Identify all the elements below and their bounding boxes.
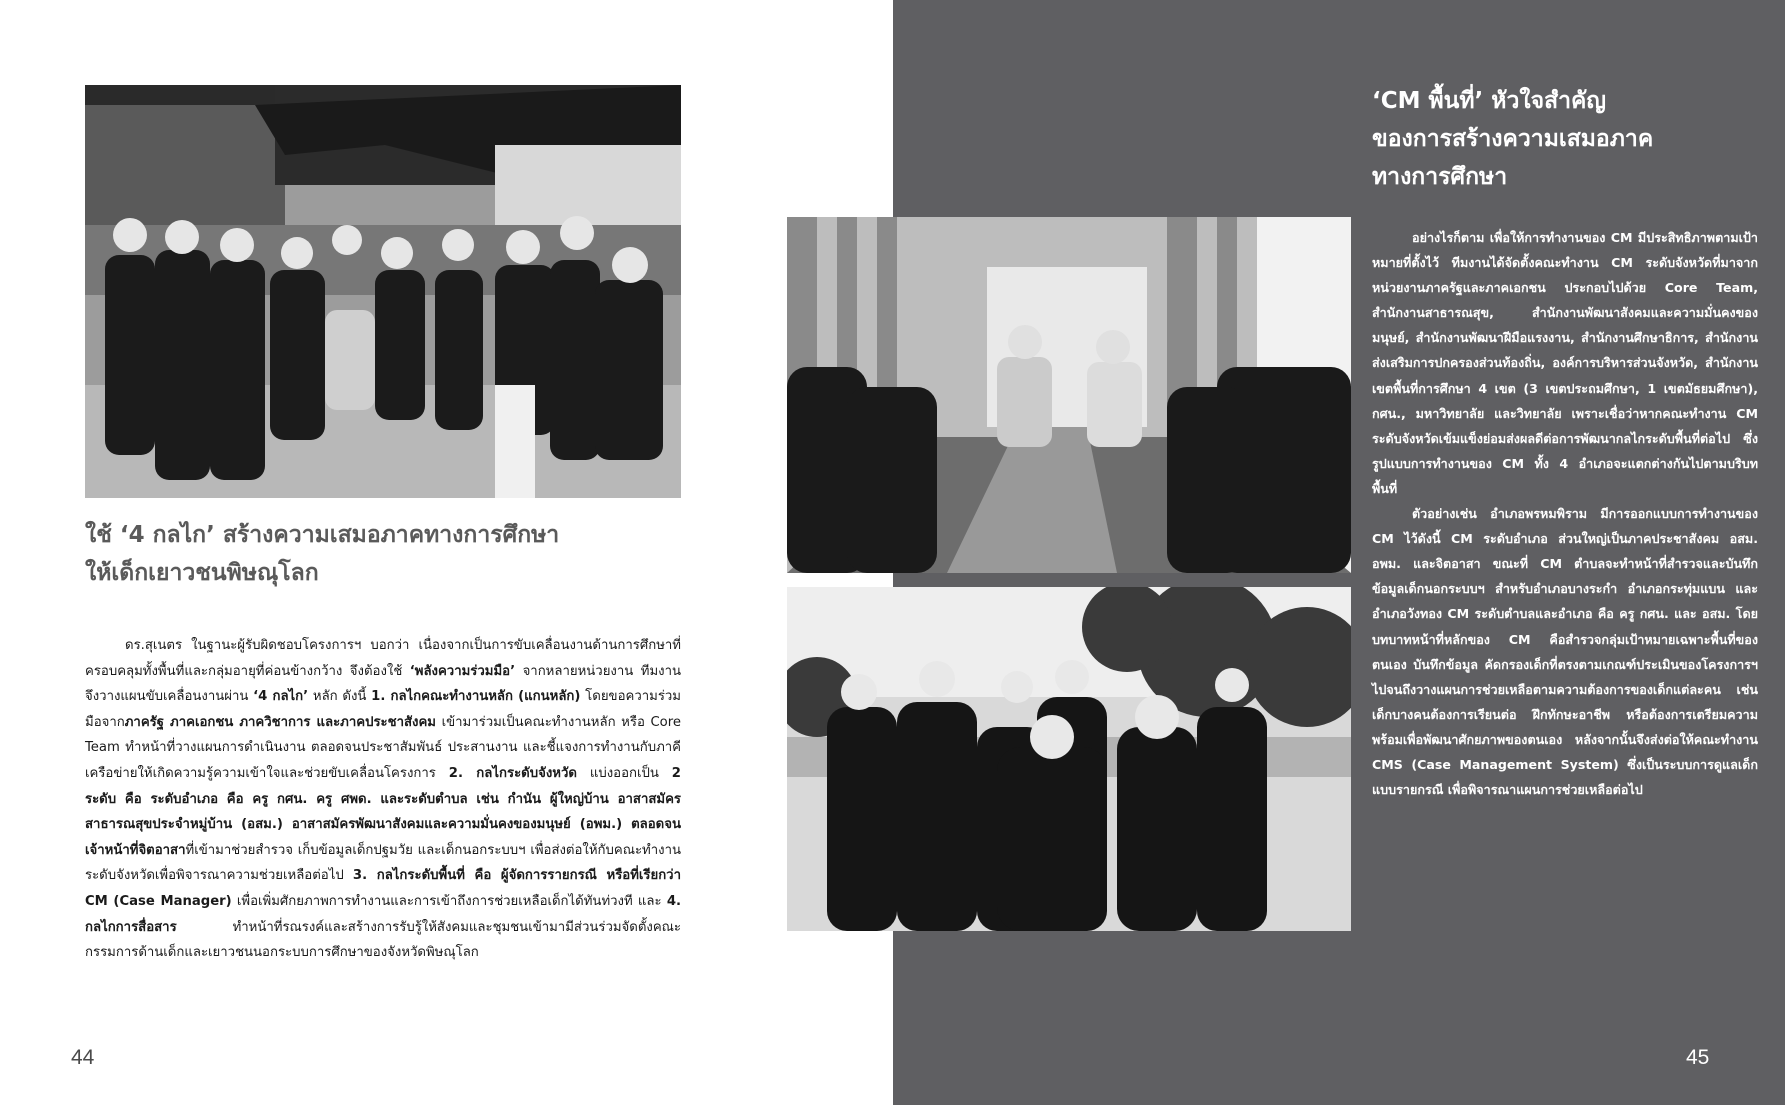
page-number-right: 45 [1686,1046,1710,1069]
group-photo [85,85,681,498]
right-heading-line1: ‘CM พื้นที่’ หัวใจสำคัญ [1372,88,1607,114]
right-body-text [1372,225,1758,802]
meeting-photo [787,217,1351,573]
left-body-text: ดร.สุเนตร ในฐานะผู้รับผิดชอบโครงการฯ บอกว่า เนื่องจากเป็นการขับเคลื่อนงานด้านการศึกษาที่ครอบคลุมทั้งพื้นที่และกลุ่มอายุที่ค่อนข้างกว้าง จึงต้องใช้ ‘พลังความร่วมมือ’ จากหลายหน่วยงาน ทีมงานจึงวางแผนขับเคลื่อนงานผ่าน ‘4 กลไก’ หลัก ดังนี้ 1. กลไกคณะทำงานหลัก (แกนหลัก) โดยขอความร่วมมือจากภาครัฐ ภาคเอกชน ภาควิชาการ และภาคประชาสังคม เข้ามาร่วมเป็นคณะทำงานหลัก หรือ Core Team ทำหน้าที่วางแผนการดำเนินงาน ตลอดจนประชาสัมพันธ์ ประสานงาน และชี้แจงการทำงานกับภาคีเครือข่ายให้เกิดความรู้ความเข้าใจและช่วยขับเคลื่อนโครงการ 2. กลไกระดับจังหวัด แบ่งออกเป็น 2 ระดับ คือ ระดับอำเภอ คือ ครู กศน. ครู ศพด. และระดับตำบล เช่น กำนัน ผู้ใหญ่บ้าน อาสาสมัครสาธารณสุขประจำหมู่บ้าน (อสม.) อาสาสมัครพัฒนาสังคมและความมั่นคงของมนุษย์ (อพม.) ตลอดจนเจ้าหน้าที่จิตอาสาที่เข้ามาช่วยสำรวจ เก็บข้อมูลเด็กปฐมวัย และเด็กนอกระบบฯ เพื่อส่งต่อให้กับคณะทำงานระดับจังหวัดเพื่อพิจารณาความช่วยเหลือต่อไป 3. กลไกระดับพื้นที่ คือ ผู้จัดการรายกรณี หรือที่เรียกว่า CM (Case Manager) เพื่อเพิ่มศักยภาพการทำงานและการเข้าถึงการช่วยเหลือเด็กได้ทันท่วงที และ 4. กลไกการสื่อสาร ทำหน้าที่รณรงค์และสร้างการรับรู้ให้สังคมและชุมชนเข้ามามีส่วนร่วมจัดตั้งคณะกรรมการด้านเด็กและเยาวชนนอกระบบการศึกษาของจังหวัดพิษณุโลก [85,638,682,961]
page-number-left: 44 [71,1046,95,1069]
right-paragraph-2: ตัวอย่างเช่น อำเภอพรหมพิราม มีการออกแบบการทำงานของ CM ไว้ดังนี้ CM ระดับอำเภอ ส่วนใหญ่เป็นภาคประชาสังคม อสม. อพม. และจิตอาสา ขณะที่ CM ตำบลจะทำหน้าที่สำรวจและบันทึกข้อมูลเด็กนอกระบบฯ สำหรับอำเภอบางระกำ อำเภอกระทุ่มแบน และอำเภอวังทอง CM ระดับตำบลและอำเภอ คือ ครู กศน. และ อสม. โดยบทบาทหน้าที่หลักของ CM คือสำรวจกลุ่มเป้าหมายเฉพาะพื้นที่ของตนเอง บันทึกข้อมูล คัดกรองเด็กที่ตรงตามเกณฑ์ประเมินของโครงการฯ ไปจนถึงวางแผนการช่วยเหลือตามความต้องการของเด็กแต่ละคน เช่น เด็กบางคนต้องการเรียนต่อ ฝึกทักษะอาชีพ หรือต้องการเตรียมความพร้อมเพื่อพัฒนาศักยภาพของตนเอง หลังจากนั้นจึงส่งต่อให้คณะทำงาน CMS (Case Management System) ซึ่งเป็นระบบการดูแลเด็กแบบรายกรณี เพื่อพิจารณาแผนการช่วยเหลือต่อไป [1372,506,1758,798]
right-paragraph-1: อย่างไรก็ตาม เพื่อให้การทำงานของ CM มีประสิทธิภาพตามเป้าหมายที่ตั้งไว้ ทีมงานได้จัดตั้งคณะทำงาน CM ระดับจังหวัดที่มาจากหน่วยงานภาครัฐและภาคเอกชน ประกอบไปด้วย Core Team, สำนักงานสาธารณสุข, สำนักงานพัฒนาสังคมและความมั่นคงของมนุษย์, สำนักงานพัฒนาฝีมือแรงงาน, สำนักงานศึกษาธิการ, สำนักงานส่งเสริมการปกครองส่วนท้องถิ่น, องค์การบริหารส่วนจังหวัด, สำนักงานเขตพื้นที่การศึกษา 4 เขต (3 เขตประถมศึกษา, 1 เขตมัธยมศึกษา), กศน., มหาวิทยาลัย และวิทยาลัย เพราะเชื่อว่าหากคณะทำงาน CM ระดับจังหวัดเข้มแข็งย่อมส่งผลดีต่อการพัฒนากลไกระดับพื้นที่ต่อไป ซึ่งรูปแบบการทำงานของ CM ทั้ง 4 อำเภอจะแตกต่างกันไปตามบริบทพื้นที่ [1372,230,1758,496]
right-heading [1372,82,1752,196]
right-heading-line2: ของการสร้างความเสมอภาค [1372,126,1654,152]
right-heading-line3: ทางการศึกษา [1372,164,1508,190]
left-heading-line1: ใช้ ‘4 กลไก’ สร้างความเสมอภาคทางการศึกษา [85,522,560,548]
left-heading-line2: ให้เด็กเยาวชนพิษณุโลก [85,560,319,586]
team-photo [787,587,1351,931]
left-heading [85,516,685,592]
